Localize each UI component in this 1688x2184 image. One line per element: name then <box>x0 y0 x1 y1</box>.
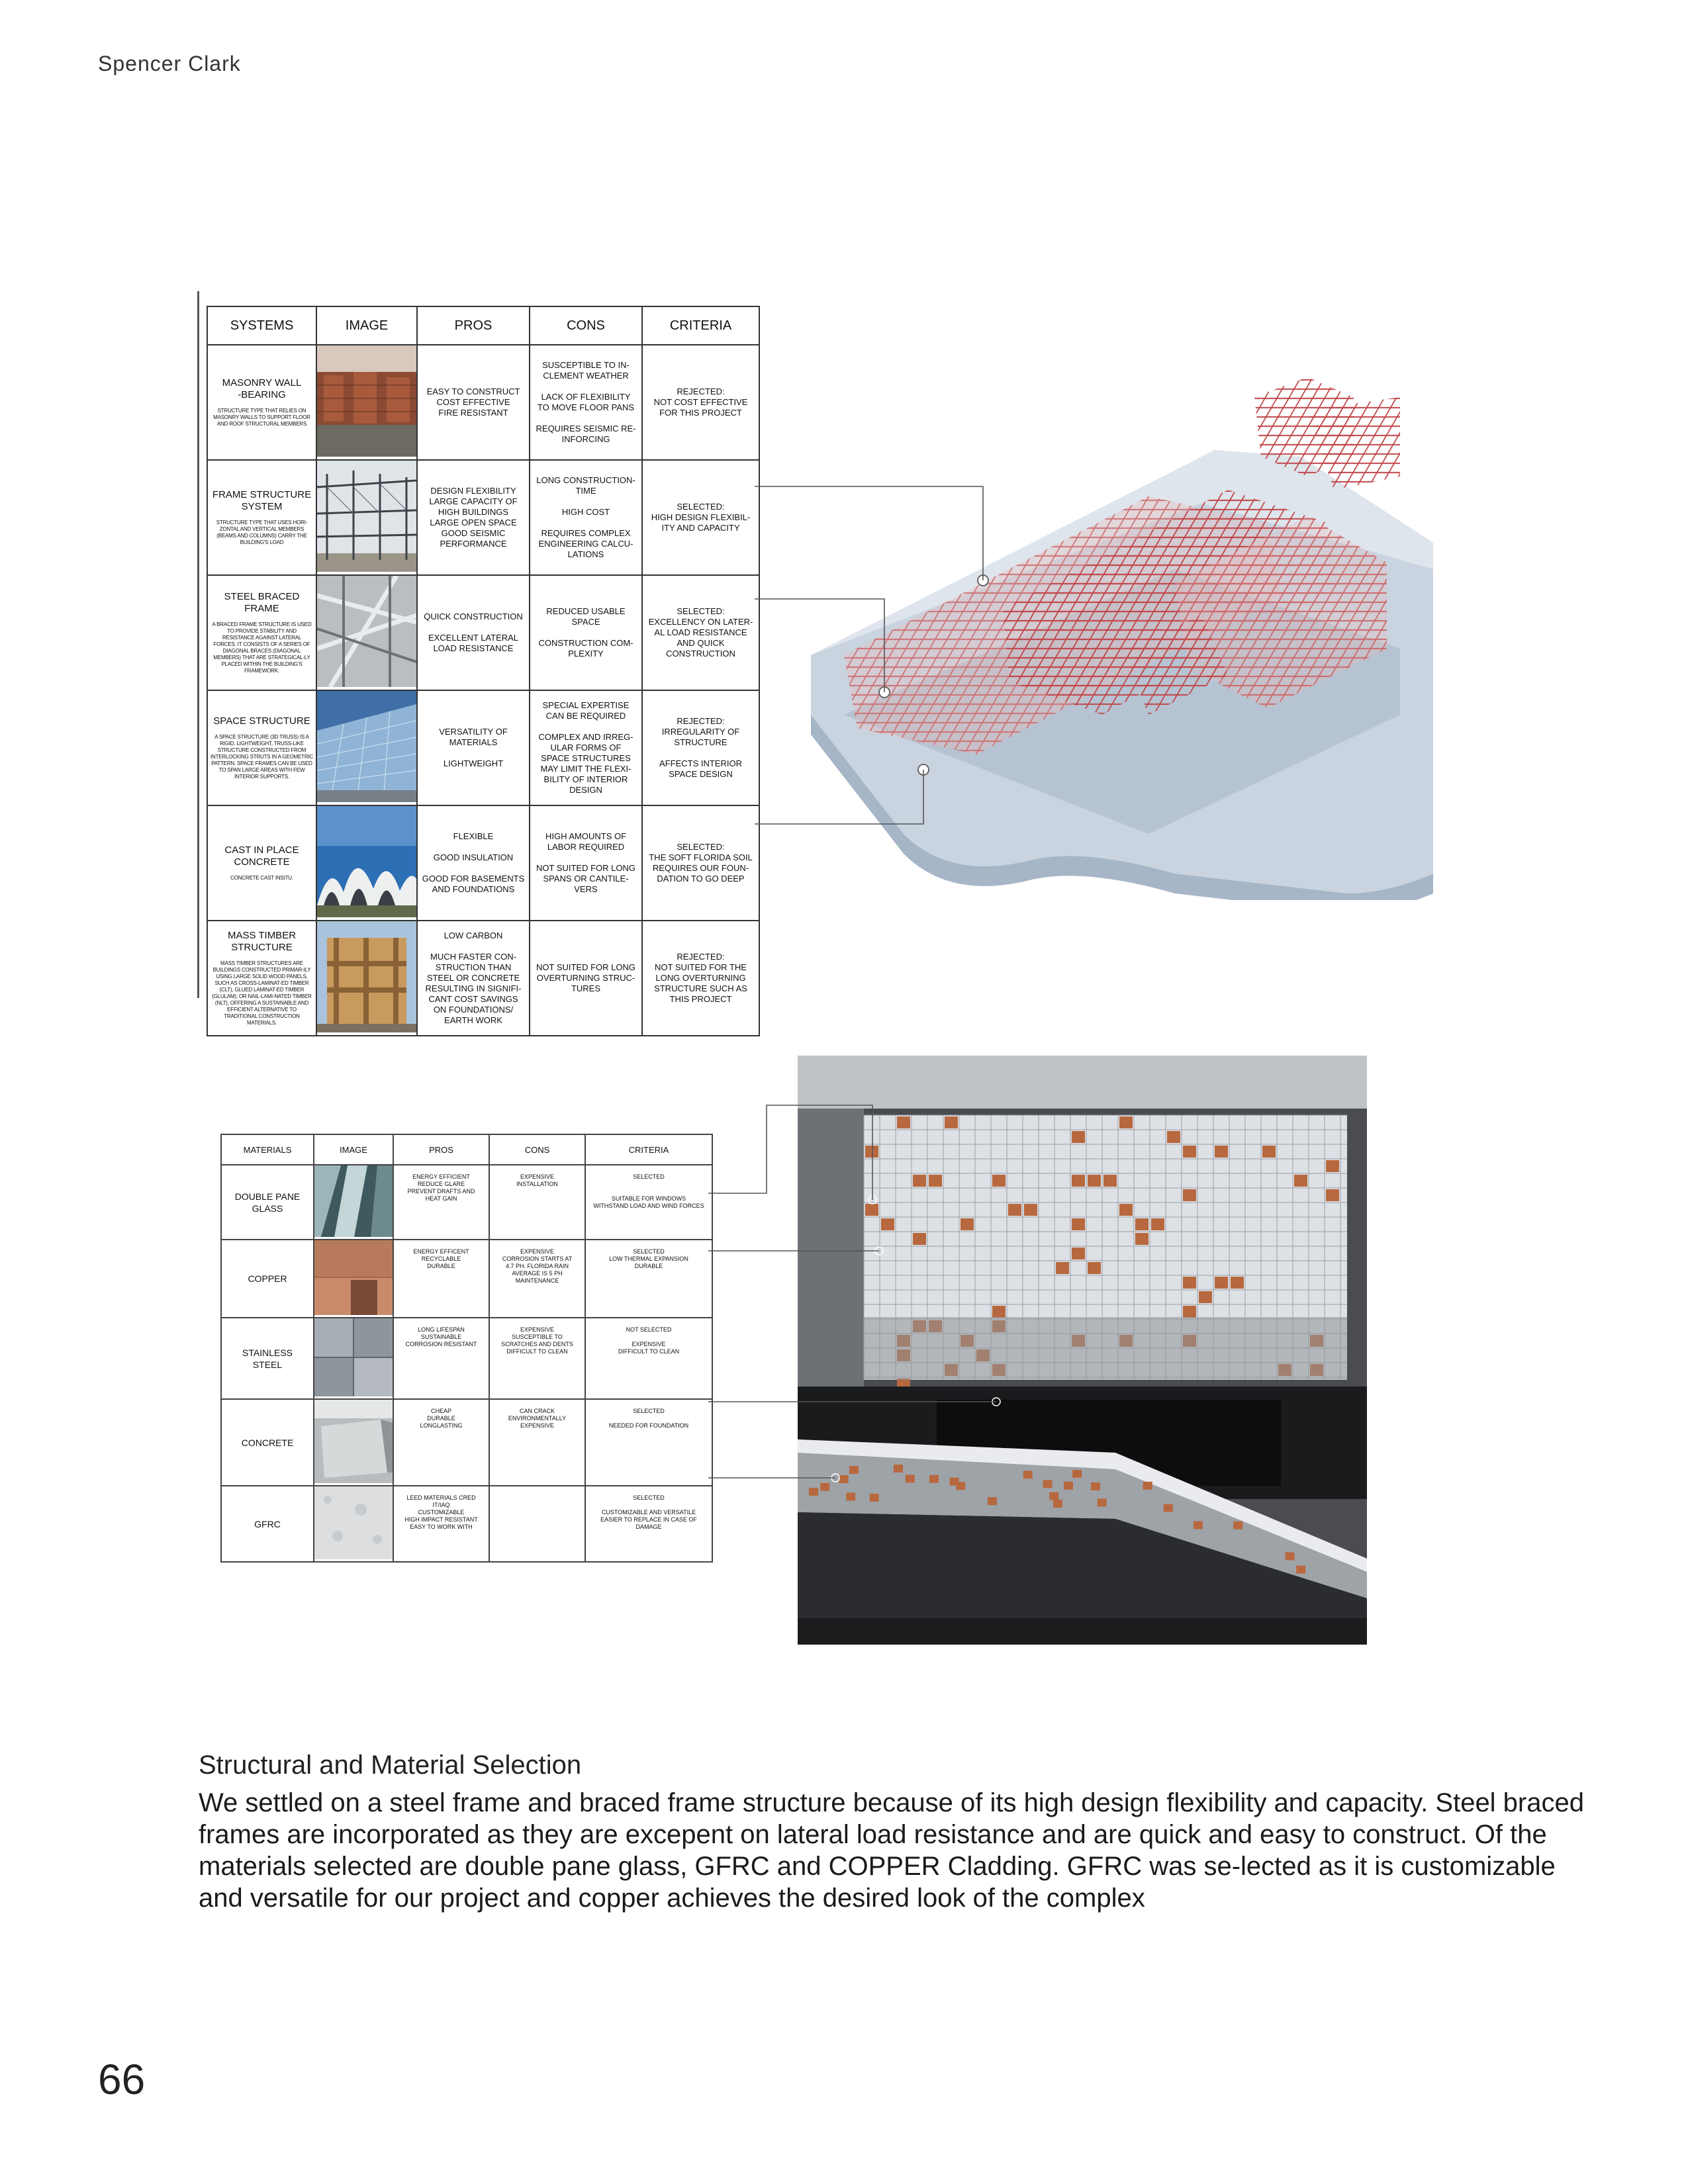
material-pros: LEED MATERIALS CRED IT/IAQ CUSTOMIZABLE HIGH IMPACT RESISTANT EASY TO WORK WITH <box>393 1486 489 1562</box>
leader-frame <box>755 486 983 580</box>
material-cons: EXPENSIVE INSTALLATION <box>489 1165 585 1240</box>
material-criteria: SELECTED NEEDED FOR FOUNDATION <box>585 1399 712 1486</box>
system-criteria: SELECTED: HIGH DESIGN FLEXIBIL- ITY AND CAPACITY <box>642 460 759 575</box>
caption-body: We settled on a steel frame and braced frame structure because of its high design flexibility and capacity. Steel braced frames are incorporated as they are excepent on lateral load resistance and are quick and easy to construct. Of the materials selected are double pane glass, GFRC and COPPER Cladding. GFRC was se-lected as it is customizable and versatile for our project and copper achieves the desired look of the complex <box>199 1788 1584 1913</box>
system-pros: DESIGN FLEXIBILITY LARGE CAPACITY OF HIGH BUILDINGS LARGE OPEN SPACE GOOD SEISMIC PERFORMANCE <box>417 460 530 575</box>
material-name: STAINLESS STEEL <box>221 1318 314 1399</box>
system-cons: REDUCED USABLE SPACE CONSTRUCTION COM- PLEXITY <box>530 575 642 690</box>
material-cons: EXPENSIVE CORROSION STARTS AT 4.7 PH. FLORIDA RAIN AVERAGE IS 5 PH MAINTENANCE <box>489 1240 585 1318</box>
system-name: STEEL BRACED FRAME <box>224 591 300 614</box>
materials-header-pros: PROS <box>393 1134 489 1165</box>
material-cons: CAN CRACK ENVIRONMENTALLY EXPENSIVE <box>489 1399 585 1486</box>
material-criteria: NOT SELECTED EXPENSIVE DIFFICULT TO CLEAN <box>585 1318 712 1399</box>
caption-title: Structural and Material Selection <box>199 1751 582 1780</box>
material-criteria: SELECTED LOW THERMAL EXPANSION DURABLE <box>585 1240 712 1318</box>
system-cons: LONG CONSTRUCTION- TIME HIGH COST REQUIRES COMPLEX ENGINEERING CALCU- LATIONS <box>530 460 642 575</box>
leader-glass <box>708 1105 872 1200</box>
material-pros: CHEAP DURABLE LONGLASTING <box>393 1399 489 1486</box>
system-criteria: SELECTED: EXCELLENCY ON LATER- AL LOAD RESISTANCE AND QUICK CONSTRUCTION <box>642 575 759 690</box>
system-cons: HIGH AMOUNTS OF LABOR REQUIRED NOT SUITED FOR LONG SPANS OR CANTILE- VERS <box>530 805 642 921</box>
system-pros: QUICK CONSTRUCTION EXCELLENT LATERAL LOAD RESISTANCE <box>417 575 530 690</box>
materials-header-image: IMAGE <box>314 1134 393 1165</box>
material-name: CONCRETE <box>221 1399 314 1486</box>
material-criteria: SELECTED CUSTOMIZABLE AND VERSATILE EASIER TO REPLACE IN CASE OF DAMAGE <box>585 1486 712 1562</box>
systems-header-criteria: CRITERIA <box>642 306 759 345</box>
systems-header-pros: PROS <box>417 306 530 345</box>
system-pros: EASY TO CONSTRUCT COST EFFECTIVE FIRE RESISTANT <box>417 345 530 460</box>
system-description: STRUCTURE TYPE THAT RELIES ON MASONRY WALLS TO SUPPORT FLOOR AND ROOF STRUCTURAL MEMBERS <box>213 408 310 427</box>
material-pros: LONG LIFESPAN SUSTAINABLE CORROSION RESISTANT <box>393 1318 489 1399</box>
system-name: MASONRY WALL -BEARING <box>222 377 302 400</box>
system-criteria: SELECTED: THE SOFT FLORIDA SOIL REQUIRES OUR FOUN- DATION TO GO DEEP <box>642 805 759 921</box>
system-criteria: REJECTED: IRREGULARITY OF STRUCTURE AFFECTS INTERIOR SPACE DESIGN <box>642 690 759 805</box>
system-description: A BRACED FRAME STRUCTURE IS USED TO PROVIDE STABILITY AND RESISTANCE AGAINST LATERAL FORCES. IT CONSISTS OF A SERIES OF DIAGONAL BRACES (DIAGONAL MEMBERS) THAT ARE STRATEGICAL-LY PLACED WITHIN THE BUILDING'S FRAMEWORK. <box>212 621 312 674</box>
system-name: SPACE STRUCTURE <box>213 715 310 727</box>
systems-header-image: IMAGE <box>316 306 417 345</box>
system-name: CAST IN PLACE CONCRETE <box>224 844 299 868</box>
system-pros: LOW CARBON MUCH FASTER CON- STRUCTION THAN STEEL OR CONCRETE RESULTING IN SIGNIFI- CANT COST SAVINGS ON FOUNDATIONS/ EARTH WORK <box>417 921 530 1036</box>
material-name: DOUBLE PANE GLASS <box>221 1165 314 1240</box>
system-name: FRAME STRUCTURE SYSTEM <box>212 489 312 512</box>
material-name: COPPER <box>221 1240 314 1318</box>
page-number: 66 <box>98 2056 146 2103</box>
author-name: Spencer Clark <box>98 52 241 75</box>
system-description: STRUCTURE TYPE THAT USES HORI-ZONTAL AND VERTICAL MEMBERS (BEAMS AND COLUMNS) CARRY THE BUILDING'S LOAD <box>216 520 308 545</box>
leader-braced <box>755 599 884 692</box>
system-criteria: REJECTED: NOT COST EFFECTIVE FOR THIS PROJECT <box>642 345 759 460</box>
materials-header-materials: MATERIALS <box>221 1134 314 1165</box>
system-description: MASS TIMBER STRUCTURES ARE BUILDINGS CONSTRUCTED PRIMAR-ILY USING LARGE SOLID WOOD PANELS, SUCH AS CROSS-LAMINAT-ED TIMBER (CLT), GLUED LAMINAT-ED TIMBER (GLULAM), OR NAIL-LAMI-NATED TIMBER (NLT), OFFERING A SUSTAINABLE AND EFFICIENT ALTERNATIVE TO TRADITIONAL CONSTRUCTION MATERIALS. <box>212 960 312 1026</box>
systems-header-systems: SYSTEMS <box>207 306 316 345</box>
material-pros: ENERGY EFFICIENT REDUCE GLARE PREVENT DRAFTS AND HEAT GAIN <box>393 1165 489 1240</box>
material-criteria: SELECTED SUITABLE FOR WINDOWS WITHSTAND LOAD AND WIND FORCES <box>585 1165 712 1240</box>
system-pros: FLEXIBLE GOOD INSULATION GOOD FOR BASEMENTS AND FOUNDATIONS <box>417 805 530 921</box>
material-pros: ENERGY EFFICENT RECYCLABLE DURABLE <box>393 1240 489 1318</box>
material-name: GFRC <box>221 1486 314 1562</box>
materials-header-cons: CONS <box>489 1134 585 1165</box>
system-description: A SPACE STRUCTURE (3D TRUSS) IS A RIGID, LIGHTWEIGHT, TRUSS-LIKE STRUCTURE CONSTRUCTED FROM INTERLOCKING STRUTS IN A GEOMETRIC PATTERN. SPACE FRAMES CAN BE USED TO SPAN LARGE AREAS WITH FEW INTERIOR SUPPORTS. <box>211 734 313 780</box>
system-criteria: REJECTED: NOT SUITED FOR THE LONG OVERTURNING STRUCTURE SUCH AS THIS PROJECT <box>642 921 759 1036</box>
system-cons: SUSCEPTIBLE TO IN- CLEMENT WEATHER LACK OF FLEXIBILITY TO MOVE FLOOR PANS REQUIRES SEISMIC RE- INFORCING <box>530 345 642 460</box>
material-cons: EXPENSIVE SUSCEPTIBLE TO SCRATCHES AND DENTS DIFFICULT TO CLEAN <box>489 1318 585 1399</box>
system-cons: SPECIAL EXPERTISE CAN BE REQUIRED COMPLEX AND IRREG- ULAR FORMS OF SPACE STRUCTURES MAY LIMIT THE FLEXI- BILITY OF INTERIOR DESIGN <box>530 690 642 805</box>
materials-header-criteria: CRITERIA <box>585 1134 712 1165</box>
system-pros: VERSATILITY OF MATERIALS LIGHTWEIGHT <box>417 690 530 805</box>
systems-header-cons: CONS <box>530 306 642 345</box>
system-description: CONCRETE CAST INSITU. <box>230 875 293 881</box>
system-cons: NOT SUITED FOR LONG OVERTURNING STRUC- TURES <box>530 921 642 1036</box>
system-name: MASS TIMBER STRUCTURE <box>227 930 297 953</box>
leader-concrete <box>755 770 923 824</box>
